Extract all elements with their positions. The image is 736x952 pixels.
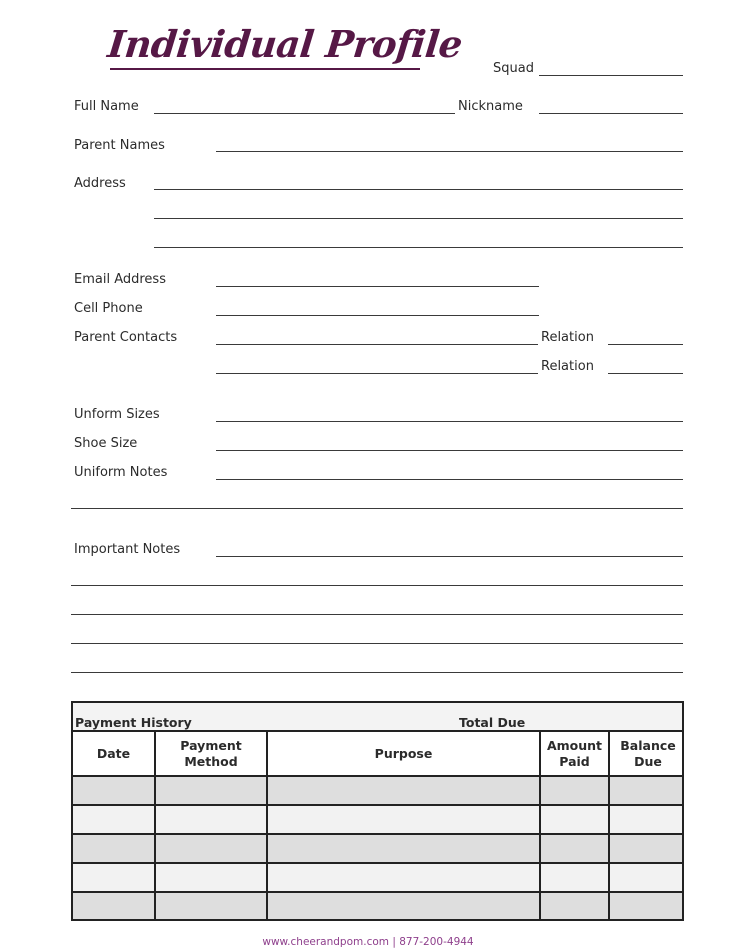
important-notes-line-4[interactable] — [71, 643, 683, 644]
email-label: Email Address — [74, 272, 166, 287]
title-underline — [110, 68, 420, 70]
table-cell-payment-method[interactable] — [156, 864, 268, 893]
table-cell-balance-due[interactable] — [610, 806, 684, 835]
table-cell-amount-paid[interactable] — [541, 835, 610, 864]
squad-line[interactable] — [539, 75, 683, 76]
table-cell-balance-due[interactable] — [610, 893, 684, 921]
address-label: Address — [74, 176, 126, 191]
table-cell-amount-paid[interactable] — [541, 893, 610, 921]
payment-history-header — [73, 703, 682, 732]
parent-contact-line-2[interactable] — [216, 373, 538, 374]
table-cell-balance-due[interactable] — [610, 864, 684, 893]
cell-phone-line[interactable] — [216, 315, 539, 316]
uniform-notes-line-2[interactable] — [71, 508, 683, 509]
shoe-size-label: Shoe Size — [74, 436, 138, 451]
address-line-2[interactable] — [154, 218, 683, 219]
table-cell-payment-method[interactable] — [156, 806, 268, 835]
important-notes-line-3[interactable] — [71, 614, 683, 615]
table-cell-purpose[interactable] — [268, 864, 541, 893]
table-cell-date[interactable] — [73, 835, 156, 864]
important-notes-label: Important Notes — [74, 542, 181, 557]
page-title: Individual Profile — [105, 22, 465, 66]
relation-label-1: Relation — [541, 330, 594, 345]
parent-contact-line-1[interactable] — [216, 344, 538, 345]
column-header-date: Date — [73, 732, 156, 777]
table-cell-balance-due[interactable] — [610, 835, 684, 864]
table-cell-payment-method[interactable] — [156, 893, 268, 921]
address-line-3[interactable] — [154, 247, 683, 248]
table-cell-amount-paid[interactable] — [541, 806, 610, 835]
table-cell-amount-paid[interactable] — [541, 777, 610, 806]
table-cell-date[interactable] — [73, 806, 156, 835]
column-header-balance-due: Balance Due — [610, 732, 684, 777]
relation-line-2[interactable] — [608, 373, 683, 374]
uniform-sizes-line[interactable] — [216, 421, 683, 422]
column-header-purpose: Purpose — [268, 732, 541, 777]
relation-line-1[interactable] — [608, 344, 683, 345]
table-cell-purpose[interactable] — [268, 806, 541, 835]
table-cell-payment-method[interactable] — [156, 835, 268, 864]
full-name-label: Full Name — [74, 99, 139, 114]
parent-contacts-label: Parent Contacts — [74, 330, 178, 345]
relation-label-2: Relation — [541, 359, 594, 374]
column-header-amount-paid: Amount Paid — [541, 732, 610, 777]
table-cell-amount-paid[interactable] — [541, 864, 610, 893]
table-cell-date[interactable] — [73, 777, 156, 806]
important-notes-line-2[interactable] — [71, 585, 683, 586]
email-line[interactable] — [216, 286, 539, 287]
table-cell-purpose[interactable] — [268, 777, 541, 806]
uniform-notes-line-1[interactable] — [216, 479, 683, 480]
table-cell-date[interactable] — [73, 864, 156, 893]
cell-phone-label: Cell Phone — [74, 301, 143, 316]
parent-names-label: Parent Names — [74, 138, 165, 153]
payment-history-title: Payment History — [75, 715, 192, 730]
full-name-line[interactable] — [154, 113, 455, 114]
uniform-sizes-label: Unform Sizes — [74, 407, 160, 422]
total-due-label: Total Due — [459, 715, 526, 730]
footer-contact: www.cheerandpom.com | 877-200-4944 — [262, 936, 474, 948]
table-cell-purpose[interactable] — [268, 835, 541, 864]
nickname-line[interactable] — [539, 113, 683, 114]
important-notes-line-5[interactable] — [71, 672, 683, 673]
address-line-1[interactable] — [154, 189, 683, 190]
shoe-size-line[interactable] — [216, 450, 683, 451]
payment-history-table — [71, 701, 684, 921]
table-cell-balance-due[interactable] — [610, 777, 684, 806]
table-cell-purpose[interactable] — [268, 893, 541, 921]
important-notes-line-1[interactable] — [216, 556, 683, 557]
uniform-notes-label: Uniform Notes — [74, 465, 168, 480]
table-cell-date[interactable] — [73, 893, 156, 921]
column-header-payment-method: Payment Method — [156, 732, 268, 777]
squad-label: Squad — [493, 61, 534, 76]
nickname-label: Nickname — [458, 99, 523, 114]
table-cell-payment-method[interactable] — [156, 777, 268, 806]
parent-names-line[interactable] — [216, 151, 683, 152]
